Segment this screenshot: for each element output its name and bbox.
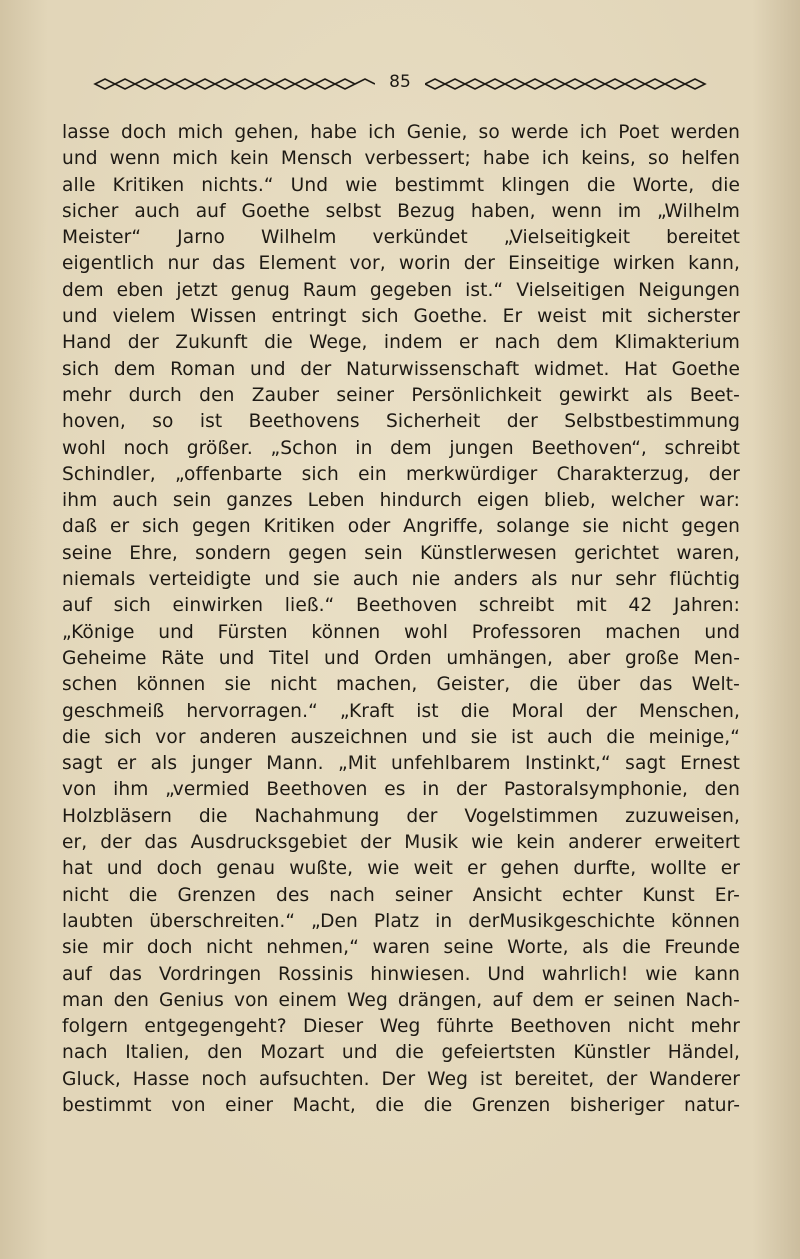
text-line: sie mir doch nicht nehmen,“ waren seine Worte, als die Freunde <box>62 937 740 959</box>
diamond-chain-ornament-icon <box>425 76 707 92</box>
text-line: er, der das Ausdrucksgebiet der Musik wie kein anderer erweitert <box>62 832 740 854</box>
text-line: auf das Vordringen Rossinis hinwiesen. Und wahrlich! wie kann <box>62 963 740 985</box>
text-line: eigentlich nur das Element vor, worin der Einseitige wirken kann, <box>62 253 740 275</box>
text-line: geschmeiß hervorragen.“ „Kraft ist die Moral der Menschen, <box>62 700 740 722</box>
text-line: Schindler, „offenbarte sich ein merkwürdiger Charakterzug, der <box>62 463 740 485</box>
body-text <box>62 120 740 1119</box>
text-line: hoven, so ist Beethovens Sicherheit der Selbstbestimmung <box>62 411 740 433</box>
text-line: sicher auch auf Goethe selbst Bezug haben, wenn im „Wilhelm <box>62 200 740 222</box>
text-line: Holzbläsern die Nachahmung der Vogelstimmen zuzuweisen, <box>62 805 740 827</box>
text-line: lasse doch mich gehen, habe ich Genie, so werde ich Poet werden <box>62 122 740 143</box>
text-line: alle Kritiken nichts.“ Und wie bestimmt klingen die Worte, die <box>62 174 740 196</box>
text-line: sich dem Roman und der Naturwissenschaft widmet. Hat Goethe <box>62 358 740 380</box>
diamond-chain-ornament-icon <box>93 76 375 92</box>
text-line: „Könige und Fürsten können wohl Professoren machen und <box>62 621 740 643</box>
text-line: Gluck, Hasse noch aufsuchten. Der Weg ist bereitet, der Wanderer <box>62 1068 740 1090</box>
text-line: hat und doch genau wußte, wie weit er gehen durfte, wollte er <box>62 858 740 880</box>
text-line: Hand der Zukunft die Wege, indem er nach dem Klimakterium <box>62 332 740 354</box>
text-line: man den Genius von einem Weg drängen, auf dem er seinen Nach- <box>62 989 740 1011</box>
text-line: und wenn mich kein Mensch verbessert; habe ich keins, so helfen <box>62 148 740 170</box>
text-line: niemals verteidigte und sie auch nie anders als nur sehr flüchtig <box>62 569 740 591</box>
text-line: sagt er als junger Mann. „Mit unfehlbarem Instinkt,“ sagt Ernest <box>62 753 740 775</box>
page-header <box>62 72 738 96</box>
text-line: daß er sich gegen Kritiken oder Angriffe, solange sie nicht gegen <box>62 516 740 538</box>
text-line: seine Ehre, sondern gegen sein Künstlerwesen gerichtet waren, <box>62 542 740 564</box>
text-line: nicht die Grenzen des nach seiner Ansicht echter Kunst Er- <box>62 884 740 906</box>
text-line: mehr durch den Zauber seiner Persönlichkeit gewirkt als Beet- <box>62 384 740 406</box>
text-line: dem eben jetzt genug Raum gegeben ist.“ Vielseitigen Neigungen <box>62 279 740 301</box>
text-line: schen können sie nicht machen, Geister, die über das Welt- <box>62 674 740 696</box>
text-line: auf sich einwirken ließ.“ Beethoven schreibt mit 42 Jahren: <box>62 595 740 617</box>
text-line: nach Italien, den Mozart und die gefeiertsten Künstler Händel, <box>62 1042 740 1064</box>
text-line: wohl noch größer. „Schon in dem jungen Beethoven“, schreibt <box>62 437 740 459</box>
text-line: laubten überschreiten.“ „Den Platz in derMusikgeschichte können <box>62 910 740 932</box>
text-line: ihm auch sein ganzes Leben hindurch eigen blieb, welcher war: <box>62 490 740 512</box>
text-line: Meister“ Jarno Wilhelm verkündet „Vielseitigkeit bereitet <box>62 227 740 249</box>
text-line: Geheime Räte und Titel und Orden umhängen, aber große Men- <box>62 647 740 669</box>
text-line: folgern entgegengeht? Dieser Weg führte Beethoven nicht mehr <box>62 1016 740 1038</box>
text-line: die sich vor anderen auszeichnen und sie ist auch die meinige,“ <box>62 726 740 748</box>
text-line: bestimmt von einer Macht, die die Grenzen bisheriger natur- <box>62 1094 740 1116</box>
text-line: und vielem Wissen entringt sich Goethe. Er weist mit sicherster <box>62 306 740 328</box>
text-line: von ihm „vermied Beethoven es in der Pastoralsymphonie, den <box>62 779 740 801</box>
page-number: 85 <box>389 72 411 92</box>
